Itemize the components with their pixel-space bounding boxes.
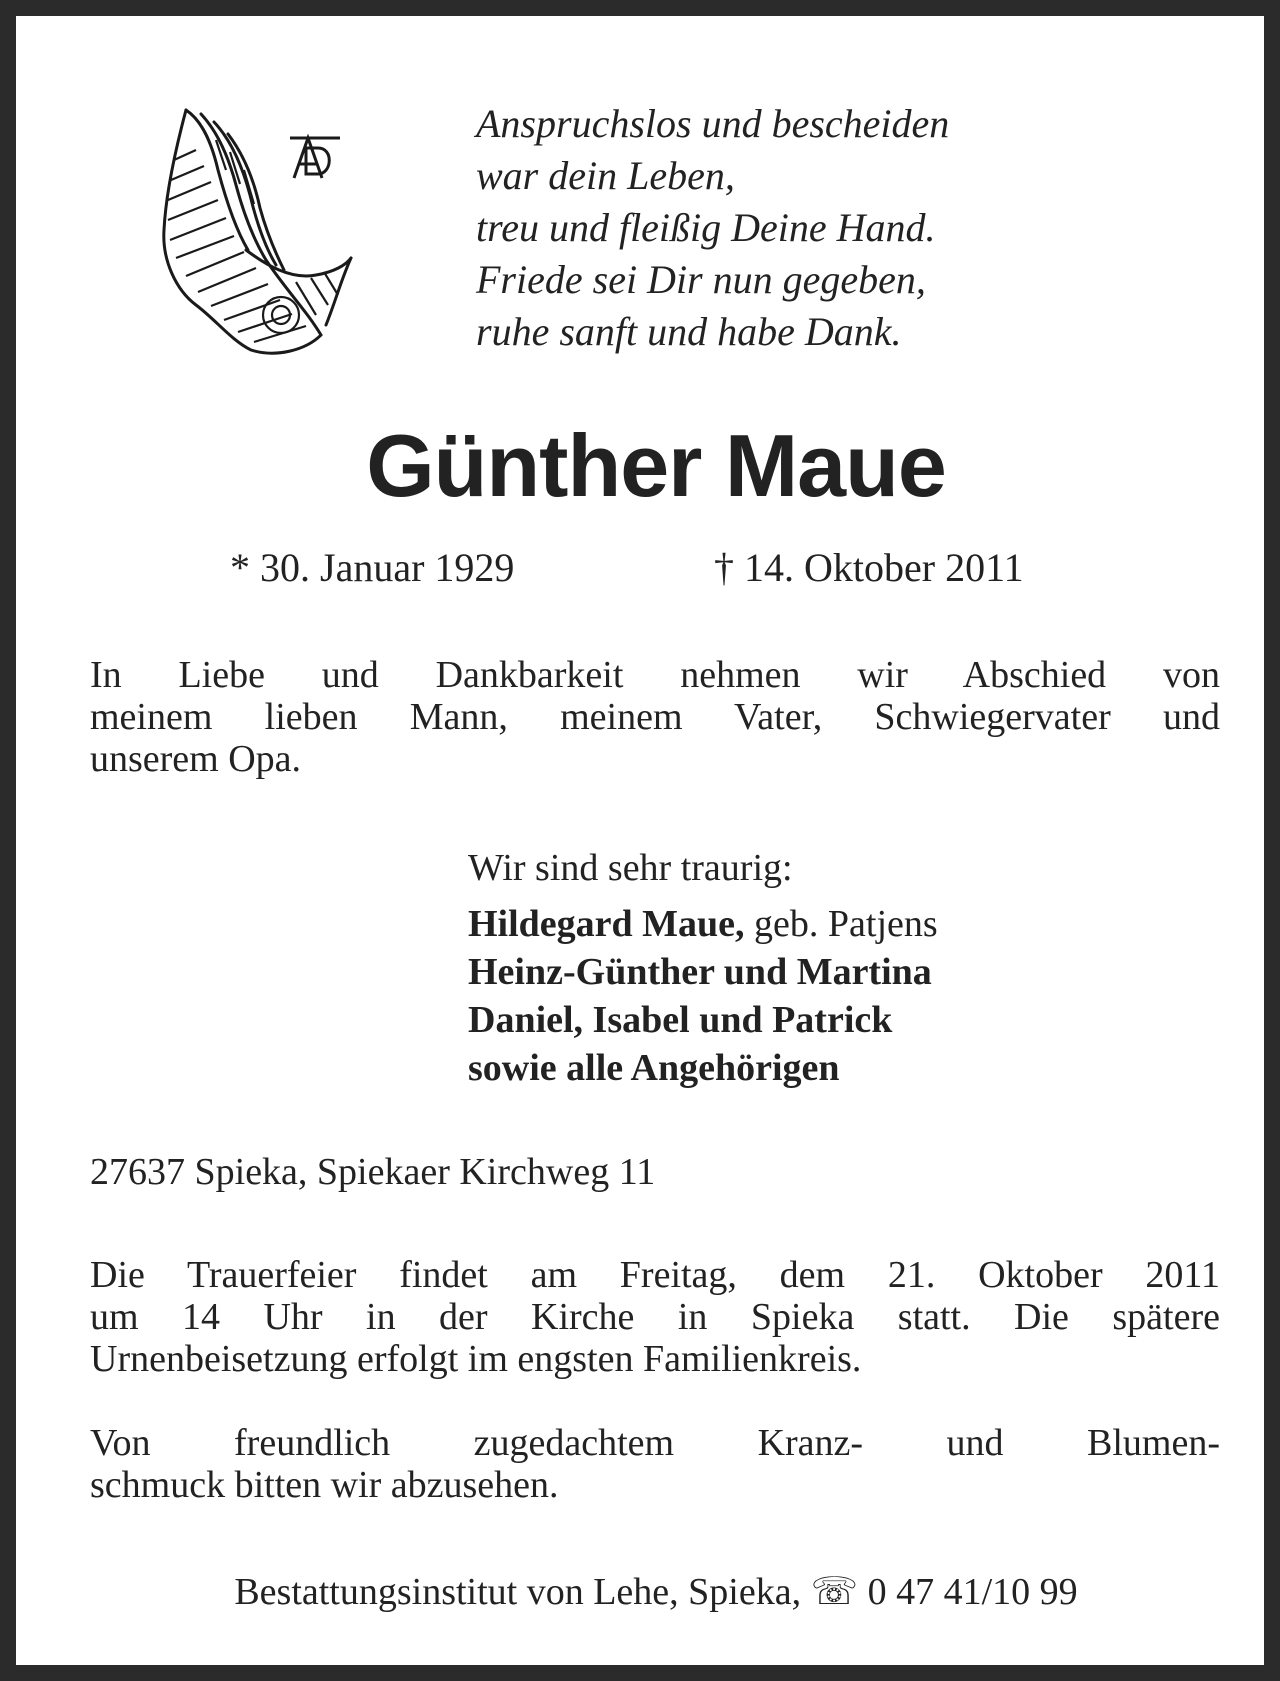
poem-line: ruhe sanft und habe Dank.	[476, 309, 902, 354]
paragraph-line: um 14 Uhr in der Kirche in Spieka statt. Die spätere	[90, 1296, 1220, 1338]
mourner-entry	[468, 900, 1228, 948]
poem-line: treu und fleißig Deine Hand.	[476, 205, 936, 250]
paragraph-line: Die Trauerfeier findet am Freitag, dem 21. Oktober 2011	[90, 1254, 1220, 1296]
mourner-entry: Daniel, Isabel und Patrick	[468, 999, 893, 1041]
poem-line: war dein Leben,	[476, 153, 735, 198]
poem	[476, 98, 1236, 358]
paragraph-line: In Liebe und Dankbarkeit nehmen wir Abschied von	[90, 654, 1220, 696]
mourner-name: Hildegard Maue,	[468, 903, 745, 945]
mourners-intro: Wir sind sehr traurig:	[468, 847, 793, 889]
death-date: † 14. Oktober 2011	[714, 545, 1024, 590]
telephone-icon: ☏	[810, 1571, 859, 1613]
paragraph-line: unserem Opa.	[90, 738, 302, 780]
paragraph-line: meinem lieben Mann, meinem Vater, Schwiegervater und	[90, 696, 1220, 738]
poem-line: Anspruchslos und bescheiden	[476, 101, 950, 146]
mourner-maiden-name: geb. Patjens	[744, 903, 938, 945]
flowers-paragraph	[90, 1422, 1220, 1506]
family-address: 27637 Spieka, Spiekaer Kirchweg 11	[90, 1151, 656, 1193]
undertaker-name: Bestattungsinstitut von Lehe, Spieka,	[234, 1571, 802, 1613]
duerer-monogram-icon	[288, 134, 342, 180]
mourner-entry: Heinz-Günther und Martina	[468, 951, 932, 993]
undertaker-phone: 0 47 41/10 99	[867, 1571, 1078, 1613]
mourners-list	[468, 844, 1228, 1092]
funeral-service-paragraph	[90, 1254, 1220, 1380]
paragraph-line: Urnenbeisetzung erfolgt im engsten Familienkreis.	[90, 1338, 862, 1380]
poem-line: Friede sei Dir nun gegeben,	[476, 257, 926, 302]
undertaker-footer	[16, 1570, 1280, 1614]
birth-date: * 30. Januar 1929	[230, 545, 515, 590]
paragraph-line: schmuck bitten wir abzusehen.	[90, 1464, 559, 1506]
farewell-paragraph	[90, 654, 1220, 780]
paragraph-line: Von freundlich zugedachtem Kranz- und Blumen-	[90, 1422, 1220, 1464]
mourner-entry: sowie alle Angehörigen	[468, 1047, 840, 1089]
deceased-name: Günther Maue	[366, 416, 946, 515]
